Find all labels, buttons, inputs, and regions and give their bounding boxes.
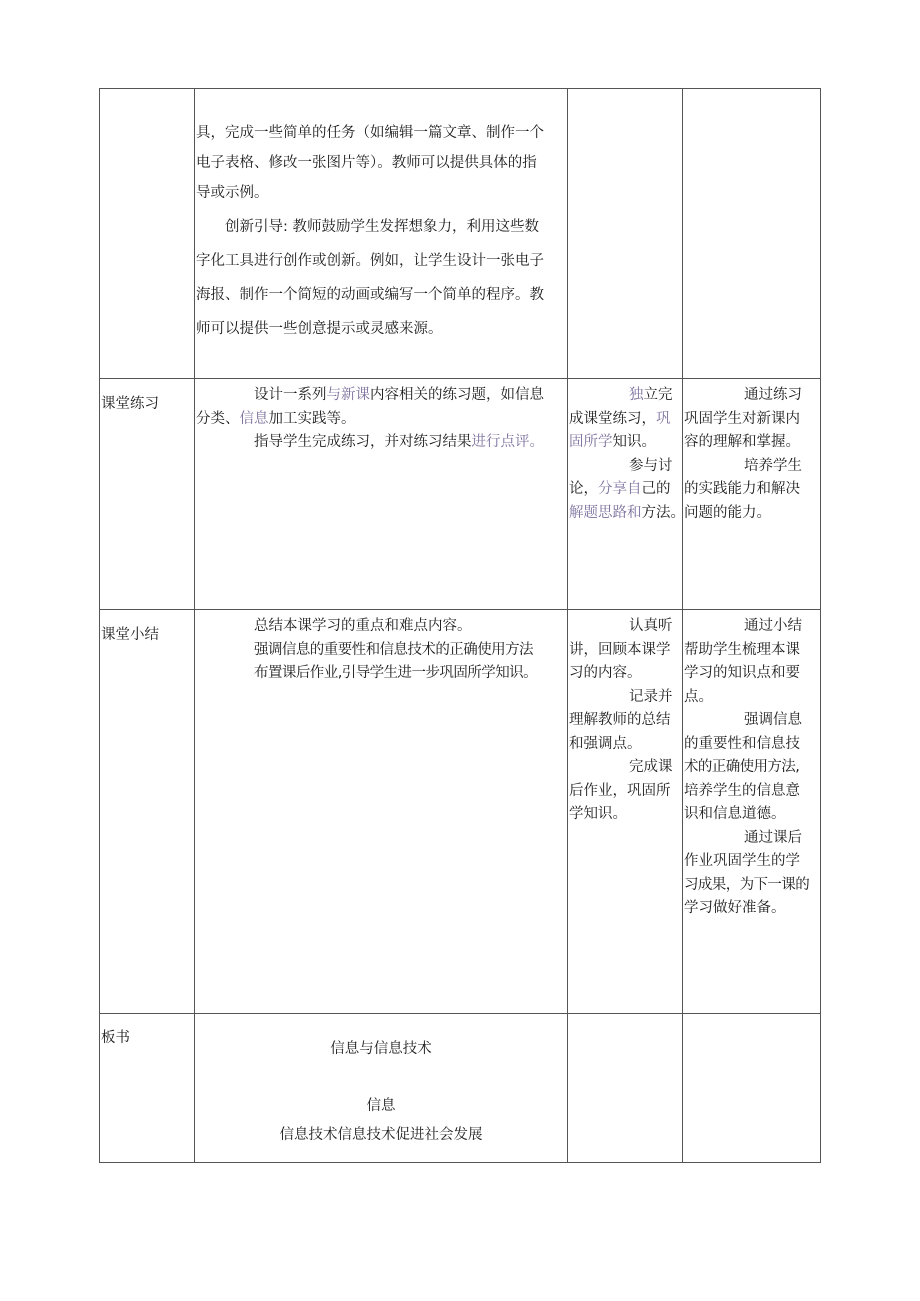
practice-design-purpose (684, 384, 820, 525)
board-title: 信息与信息技术 (330, 1041, 432, 1057)
board-line-3: 信息技术信息技术促进社会发展 (279, 1127, 483, 1143)
row-label-practice: 课堂练习 (101, 396, 159, 412)
col-divider-1 (194, 88, 195, 1163)
purpose-line: 习成果，为下一课的 (684, 876, 810, 893)
student-line: 讲，回顾本课学 (569, 641, 671, 658)
purpose-line: 学习的知识点和要 (684, 665, 800, 681)
table-border-bottom (99, 1162, 821, 1163)
purpose-line: 术的正确使用方法, (684, 759, 800, 775)
purpose-line: 识和信息道德。 (684, 806, 786, 822)
student-line: 习的内容。 (569, 665, 642, 681)
top-row-content (196, 118, 566, 344)
summary-student-activity (569, 615, 683, 827)
row-divider-board (99, 1013, 821, 1014)
student-line: 和强调点。 (569, 735, 642, 752)
content-line: 创新引导: 教师鼓励学生发挥想象力，利用这些数 (225, 219, 539, 235)
purpose-line: 巩固学生对新课内 (684, 410, 800, 427)
purpose-line: 强调信息 (744, 712, 802, 728)
content-line: 字化工具进行创作或创新。例如，让学生设计一张电子 (196, 253, 544, 269)
student-line: 参与讨 (629, 457, 673, 474)
row-label-summary: 课堂小结 (101, 627, 159, 643)
content-line: 导或示例。 (196, 185, 269, 201)
content-line: 师可以提供一些创意提示或灵感来源。 (196, 321, 443, 337)
student-line: 解题思路和方法。 (569, 504, 685, 521)
content-line: 电子表格、修改一张图片等）。教师可以提供具体的指 (196, 155, 537, 171)
student-line: 理解教师的总结 (569, 712, 671, 728)
practice-line: 分类、信息加工实践等。 (196, 410, 356, 427)
purpose-line: 帮助学生梳理本课 (684, 641, 800, 658)
student-line: 记录并 (629, 688, 673, 705)
summary-line: 强调信息的重要性和信息技术的正确使用方法 (254, 641, 533, 658)
student-line: 后作业，巩固所 (569, 782, 671, 799)
content-line: 具，完成一些简单的任务（如编辑一篇文章、制作一个 (196, 125, 544, 141)
purpose-line: 问题的能力。 (684, 504, 771, 521)
student-line: 独立完 (629, 387, 673, 403)
table-border-top (99, 88, 821, 89)
student-line: 论，分享自己的 (569, 481, 671, 497)
student-line: 认真听 (629, 618, 673, 634)
practice-line: 指导学生完成练习，并对练习结果进行点评。 (254, 434, 544, 450)
purpose-line: 培养学生的信息意 (684, 782, 800, 799)
content-line: 海报、制作一个简短的动画或编写一个简单的程序。教 (196, 287, 544, 303)
summary-line: 总结本课学习的重点和难点内容。 (254, 618, 472, 634)
purpose-line: 学习做好准备。 (684, 900, 786, 916)
purpose-line: 通过小结 (744, 618, 802, 634)
col-divider-0 (99, 88, 100, 1163)
practice-teacher-activity (196, 384, 566, 455)
board-line-2: 信息 (366, 1098, 396, 1114)
row-divider-summary (99, 609, 821, 610)
purpose-line: 作业巩固学生的学 (684, 853, 800, 869)
student-line: 完成课 (629, 759, 673, 775)
purpose-line: 通过练习 (744, 387, 802, 403)
purpose-line: 培养学生 (744, 457, 802, 474)
summary-design-purpose (684, 615, 820, 921)
purpose-line: 通过课后 (744, 829, 802, 846)
practice-line: 设计一系列与新课内容相关的练习题，如信息 (254, 387, 544, 403)
student-line: 固所学知识。 (569, 434, 656, 450)
purpose-line: 的重要性和信息技 (684, 735, 800, 752)
col-divider-4 (820, 88, 821, 1163)
practice-student-activity (569, 384, 683, 525)
purpose-line: 点。 (684, 688, 713, 705)
purpose-line: 的实践能力和解决 (684, 481, 800, 497)
purpose-line: 容的理解和掌握。 (684, 434, 800, 450)
row-divider-practice (99, 378, 821, 379)
summary-teacher-activity (196, 615, 568, 686)
student-line: 学知识。 (569, 806, 627, 822)
student-line: 成课堂练习，巩 (569, 410, 671, 427)
summary-line: 布置课后作业,引导学生进一步巩固所学知识。 (254, 665, 538, 681)
row-label-board: 板书 (101, 1030, 130, 1046)
